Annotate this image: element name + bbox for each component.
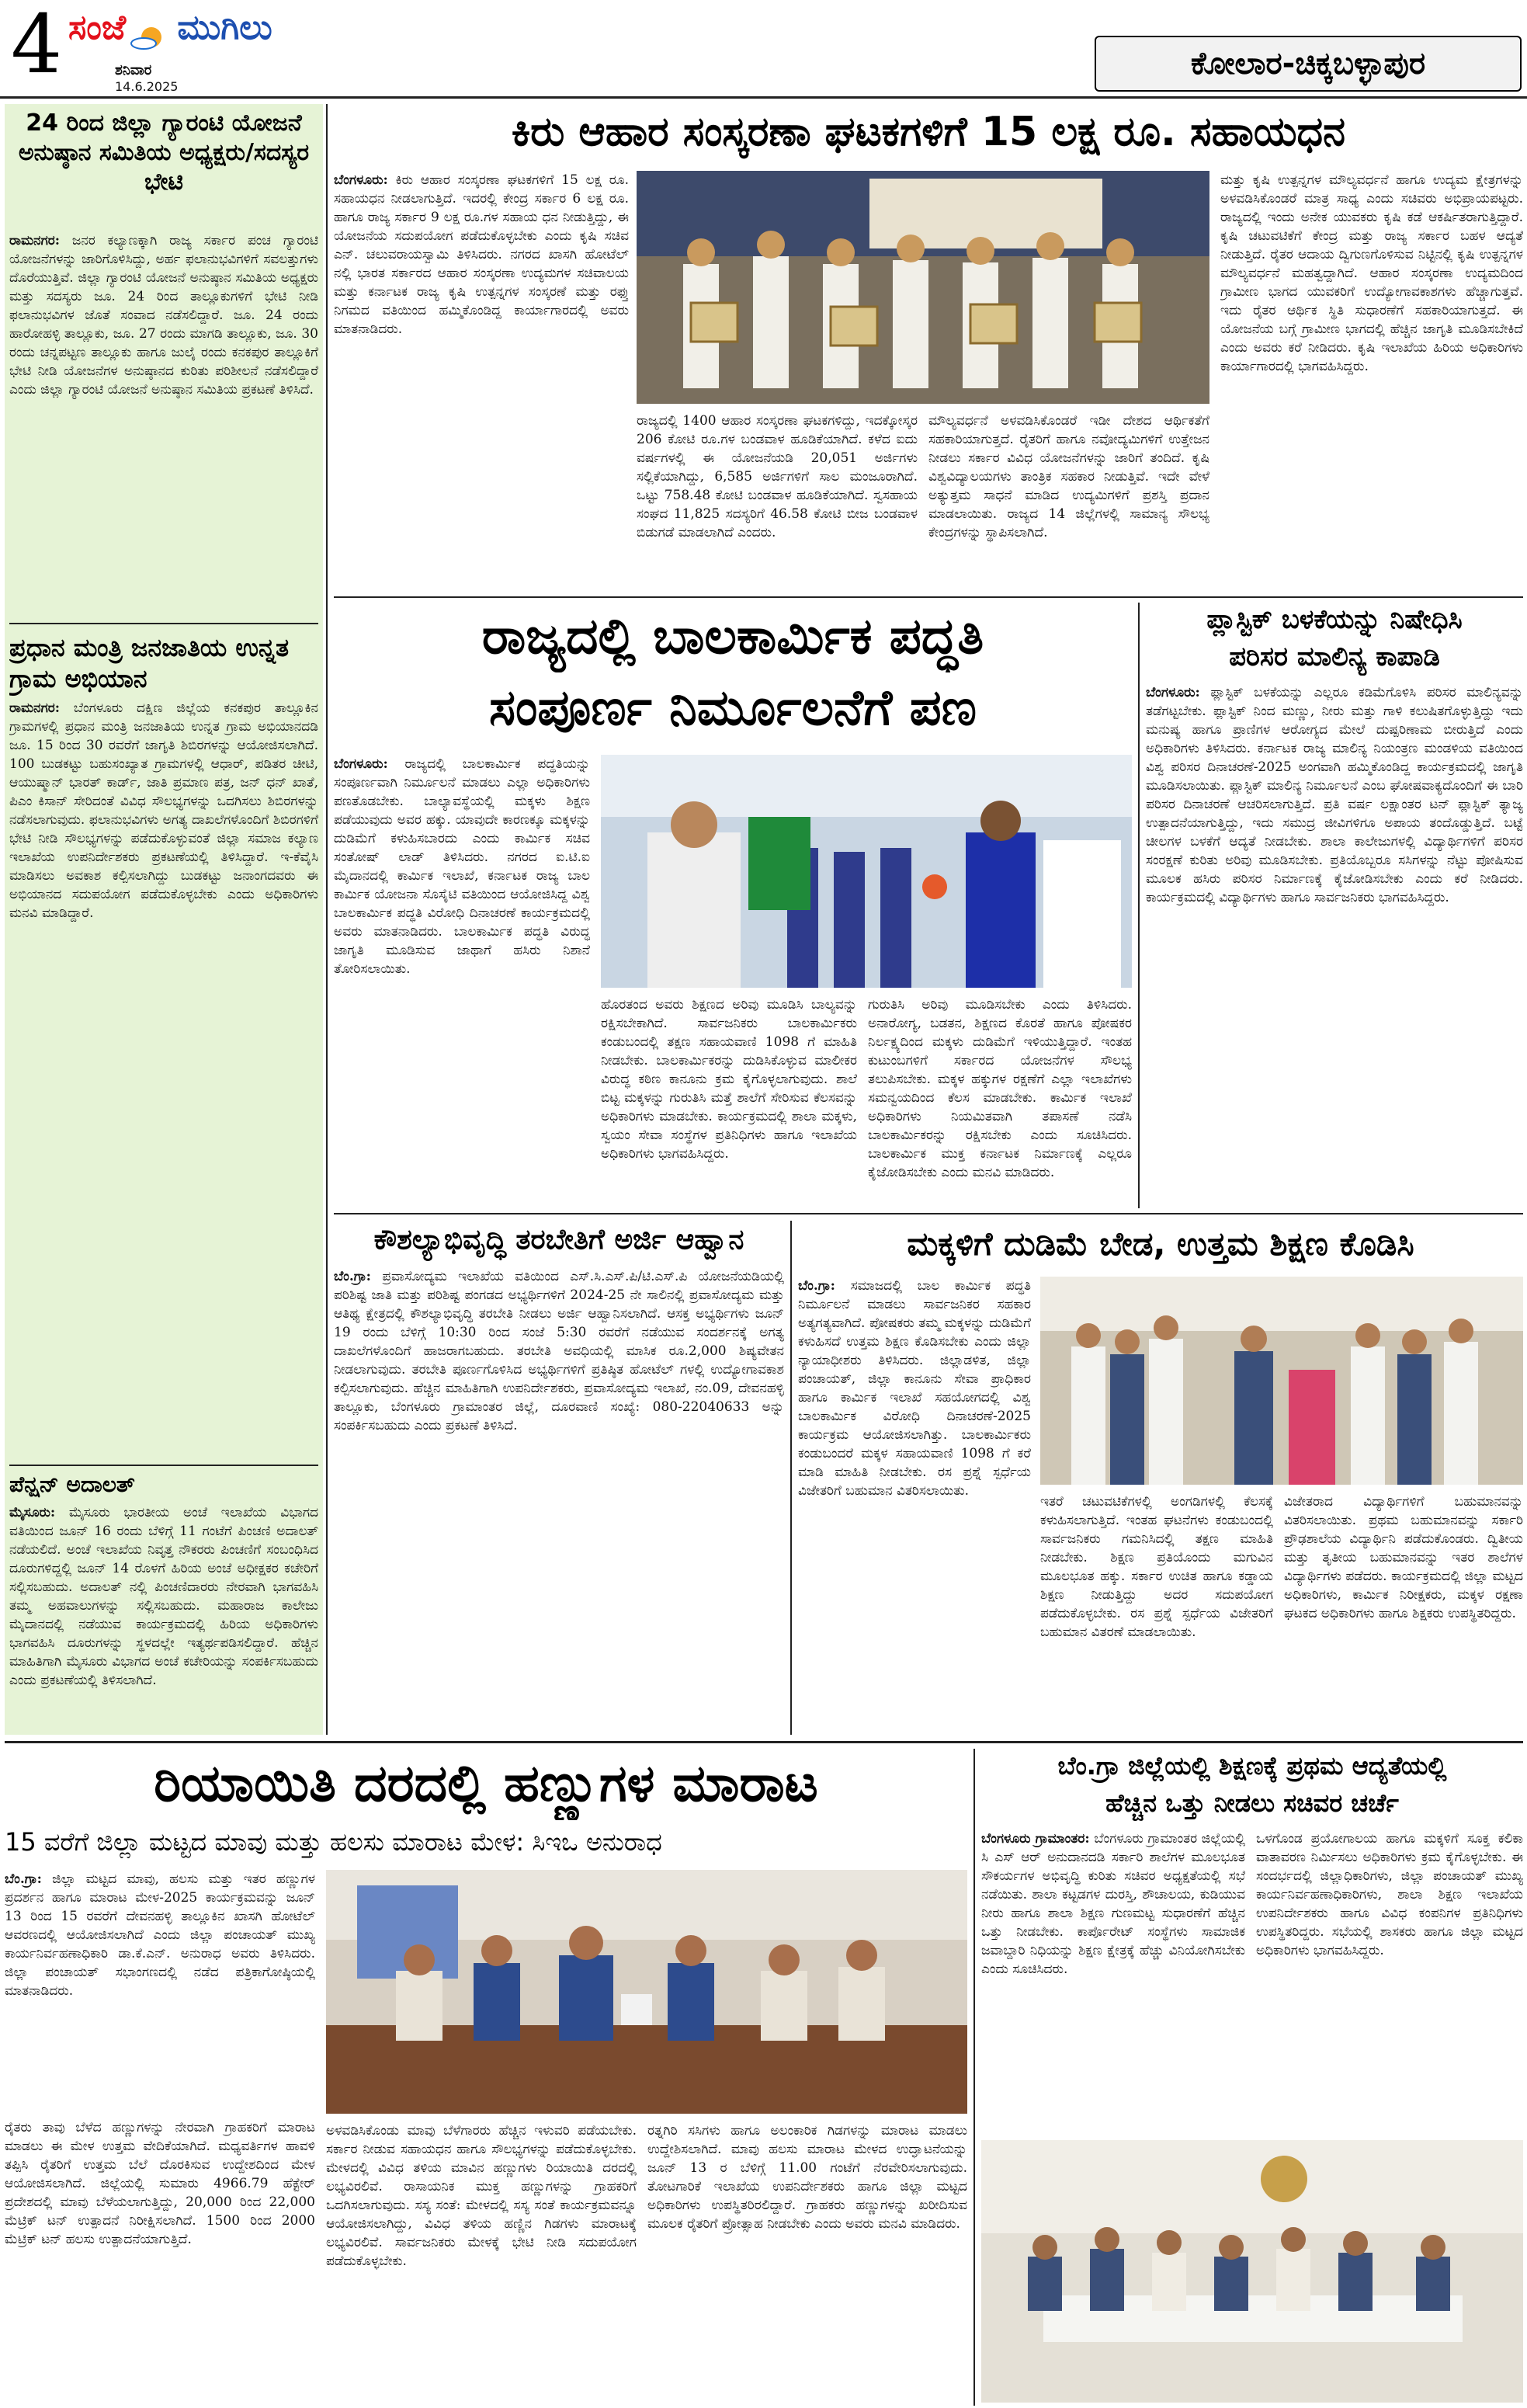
article-col-1 [5, 2118, 315, 2403]
body-text: ಜನರ ಕಲ್ಯಾಣಕ್ಕಾಗಿ ರಾಜ್ಯ ಸರ್ಕಾರ ಪಂಚ ಗ್ಯಾರಂಟಿ ಯೋಜನೆಗಳನ್ನು ಜಾರಿಗೊಳಿಸಿದ್ದು, ಅರ್ಹ ಫಲಾನುಭವಿಗಳಿಗೆ ಸವಲತ್ತುಗಳು ದೊರೆಯುತ್ತಿವೆ. ಜಿಲ್ಲಾ ಗ್ಯಾರಂಟಿ ಯೋಜನೆ ಅನುಷ್ಠಾನ ಸಮಿತಿಯ ಅಧ್ಯಕ್ಷರು ಮತ್ತು ಸದಸ್ಯರು ಜೂ. 24 ರಿಂದ ತಾಲ್ಲೂಕುಗಳಿಗೆ ಭೇಟಿ ನೀಡಿ ಫಲಾನುಭವಿಗಳ ಜೊತೆ ಸಂವಾದ ನಡೆಸಲಿದ್ದಾರೆ. ಜೂ. 24 ರಂದು ಹಾರೋಹಳ್ಳಿ ತಾಲ್ಲೂಕು, ಜೂ. 27 ರಂದು ಮಾಗಡಿ ತಾಲ್ಲೂಕು, ಜೂ. 30 ರಂದು ಚನ್ನಪಟ್ಟಣ ತಾಲ್ಲೂಕು ಹಾಗೂ ಜುಲೈ ರಂದು ಕನಕಪುರ ತಾಲ್ಲೂಕಿಗೆ ಭೇಟಿ ನೀಡಿ ಯೋಜನೆಗಳ ಅನುಷ್ಠಾನದ ಕುರಿತು ಪರಿಶೀಲನೆ ನಡೆಸಲಿದ್ದಾರೆ ಎಂದು ಜಿಲ್ಲಾ ಗ್ಯಾರಂಟಿ ಯೋಜನೆ ಅನುಷ್ಠಾನ ಸಮಿತಿಯ ಪ್ರಕಟಣೆ ತಿಳಿಸಿದೆ. [9, 233, 318, 398]
divider [973, 1749, 975, 2406]
left-article-2 [9, 632, 318, 1444]
body-text: ಅಳವಡಿಸಿಕೊಂಡು ಮಾವು ಬೆಳೆಗಾರರು ಹೆಚ್ಚಿನ ಇಳುವರಿ ಪಡೆಯಬೇಕು. ಸರ್ಕಾರ ನೀಡುವ ಸಹಾಯಧನ ಹಾಗೂ ಸೌಲಭ್ಯಗಳನ್ನು ಪಡೆದುಕೊಳ್ಳಬೇಕು. ಮೇಳದಲ್ಲಿ ವಿವಿಧ ತಳಿಯ ಮಾವಿನ ಹಣ್ಣುಗಳು ರಿಯಾಯಿತಿ ದರದಲ್ಲಿ ಲಭ್ಯವಿರಲಿವೆ. ರಾಸಾಯನಿಕ ಮುಕ್ತ ಹಣ್ಣುಗಳನ್ನು ಗ್ರಾಹಕರಿಗೆ ಒದಗಿಸಲಾಗುವುದು. ಸಸ್ಯ ಸಂತೆ: ಮೇಳದಲ್ಲಿ ಸಸ್ಯ ಸಂತೆ ಕಾರ್ಯಕ್ರಮವನ್ನೂ ಆಯೋಜಿಸಲಾಗಿದ್ದು, ವಿವಿಧ ತಳಿಯ ಹಣ್ಣಿನ ಗಿಡಗಳು ಮಾರಾಟಕ್ಕೆ ಲಭ್ಯವಿರಲಿವೆ. ಸಾರ್ವಜನಿಕರು ಮೇಳಕ್ಕೆ ಭೇಟಿ ನೀಡಿ ಸದುಪಯೋಗ ಪಡೆದುಕೊಳ್ಳಬೇಕು. [326, 2123, 637, 2269]
article-col-3 [1284, 1492, 1523, 1733]
press-meet-photo [326, 1870, 967, 2114]
article-intro [5, 1870, 315, 2111]
body-text: ಮೈಸೂರು ಭಾರತೀಯ ಅಂಚೆ ಇಲಾಖೆಯ ವಿಭಾಗದ ವತಿಯಿಂದ ಜೂನ್ 16 ರಂದು ಬೆಳಿಗ್ಗೆ 11 ಗಂಟೆಗೆ ಪಿಂಚಣಿ ಅದಾಲತ್ ನಡೆಯಲಿದೆ. ಅಂಚೆ ಇಲಾಖೆಯ ನಿವೃತ್ತ ನೌಕರರು ಪಿಂಚಣಿಗೆ ಸಂಬಂಧಿಸಿದ ದೂರುಗಳಿದ್ದಲ್ಲಿ ಜೂನ್ 14 ರೊಳಗೆ ಹಿರಿಯ ಅಂಚೆ ಅಧೀಕ್ಷಕರ ಕಚೇರಿಗೆ ಸಲ್ಲಿಸಬಹುದು. ಅದಾಲತ್ ನಲ್ಲಿ ಪಿಂಚಣಿದಾರರು ನೇರವಾಗಿ ಭಾಗವಹಿಸಿ ತಮ್ಮ ಅಹವಾಲುಗಳನ್ನು ಸಲ್ಲಿಸಬಹುದು. ಮಹಾರಾಜ ಕಾಲೇಜು ಮೈದಾನದಲ್ಲಿ ನಡೆಯುವ ಕಾರ್ಯಕ್ರಮದಲ್ಲಿ ಹಿರಿಯ ಅಧಿಕಾರಿಗಳು ಭಾಗವಹಿಸಿ ದೂರುಗಳನ್ನು ಸ್ಥಳದಲ್ಲೇ ಇತ್ಯರ್ಥಪಡಿಸಲಿದ್ದಾರೆ. ಹೆಚ್ಚಿನ ಮಾಹಿತಿಗಾಗಿ ಮೈಸೂರು ವಿಭಾಗದ ಅಂಚೆ ಕಚೇರಿಯನ್ನು ಸಂಪರ್ಕಿಸಬಹುದು ಎಂದು ಪ್ರಕಟಣೆಯಲ್ಲಿ ತಿಳಿಸಲಾಗಿದೆ. [9, 1505, 318, 1688]
article-plastic [1146, 603, 1523, 1208]
body-text: ರಾಜ್ಯದಲ್ಲಿ 1400 ಆಹಾರ ಸಂಸ್ಕರಣಾ ಘಟಕಗಳಿದ್ದು, ಇದಕ್ಕೋಸ್ಕರ 206 ಕೋಟಿ ರೂ.ಗಳ ಬಂಡವಾಳ ಹೂಡಿಕೆಯಾಗಿದೆ. ಕಳೆದ ಐದು ವರ್ಷಗಳಲ್ಲಿ ಈ ಯೋಜನೆಯಡಿ 20,051 ಅರ್ಜಿಗಳು ಸಲ್ಲಿಕೆಯಾಗಿದ್ದು, 6,585 ಅರ್ಜಿಗಳಿಗೆ ಸಾಲ ಮಂಜೂರಾಗಿದೆ. ಒಟ್ಟು 758.48 ಕೋಟಿ ಬಂಡವಾಳ ಹೂಡಿಕೆಯಾಗಿದೆ. ಸ್ವಸಹಾಯ ಸಂಘದ 11,825 ಸದಸ್ಯರಿಗೆ 46.58 ಕೋಟಿ ಬೀಜ ಬಂಡವಾಳ ಬಿಡುಗಡೆ ಮಾಡಲಾಗಿದೆ ಎಂದರು. [637, 413, 918, 540]
headline-line-1: ರಾಜ್ಯದಲ್ಲಿ ಬಾಲಕಾರ್ಮಿಕ ಪದ್ಧತಿ [481, 608, 984, 665]
masthead-rule [0, 96, 1527, 99]
dateline: ಬೆಂಗಳೂರು: [334, 756, 388, 772]
section-title: ಕೋಲಾರ-ಚಿಕ್ಕಬಳ್ಳಾಪುರ [1190, 46, 1426, 82]
body-text: ಬೆಂಗಳೂರು ದಕ್ಷಿಣ ಜಿಲ್ಲೆಯ ಕನಕಪುರ ತಾಲ್ಲೂಕಿನ ಗ್ರಾಮಗಳಲ್ಲಿ ಪ್ರಧಾನ ಮಂತ್ರಿ ಜನಜಾತಿಯ ಉನ್ನತ ಗ್ರಾಮ ಅಭಿಯಾನದಡಿ ಜೂ. 15 ರಿಂದ 30 ರವರೆಗೆ ಜಾಗೃತಿ ಶಿಬಿರಗಳನ್ನು ಆಯೋಜಿಸಲಾಗಿದೆ. 100 ಬುಡಕಟ್ಟು ಬಹುಸಂಖ್ಯಾತ ಗ್ರಾಮಗಳಲ್ಲಿ ಆಧಾರ್, ಪಡಿತರ ಚೀಟಿ, ಆಯುಷ್ಮಾನ್ ಭಾರತ್ ಕಾರ್ಡ್, ಜಾತಿ ಪ್ರಮಾಣ ಪತ್ರ, ಜನ್ ಧನ್ ಖಾತೆ, ಪಿಎಂ ಕಿಸಾನ್ ಸೇರಿದಂತೆ ವಿವಿಧ ಸೌಲಭ್ಯಗಳನ್ನು ಒದಗಿಸಲು ಶಿಬಿರಗಳನ್ನು ನಡೆಸಲಾಗುವುದು. ಫಲಾನುಭವಿಗಳು ಅಗತ್ಯ ದಾಖಲೆಗಳೊಂದಿಗೆ ಶಿಬಿರಗಳಿಗೆ ಭೇಟಿ ನೀಡಿ ಸೌಲಭ್ಯಗಳನ್ನು ಪಡೆದುಕೊಳ್ಳುವಂತೆ ಜಿಲ್ಲಾ ಸಮಾಜ ಕಲ್ಯಾಣ ಇಲಾಖೆಯ ಉಪನಿರ್ದೇಶಕರು ಪ್ರಕಟಣೆಯಲ್ಲಿ ತಿಳಿಸಿದ್ದಾರೆ. ಇ-ಕೆವೈಸಿ ಮಾಡಿಸಲು ಅವಕಾಶ ಕಲ್ಪಿಸಲಾಗಿದ್ದು ಬುಡಕಟ್ಟು ಜನಾಂಗದವರು ಈ ಅಭಿಯಾನದ ಸದುಪಯೋಗ ಪಡೆದುಕೊಳ್ಳಬೇಕು ಎಂದು ಅಧಿಕಾರಿಗಳು ಮನವಿ ಮಾಡಿದ್ದಾರೆ. [9, 700, 318, 921]
article-col-1 [981, 1829, 1245, 2132]
article-body [9, 1503, 318, 1729]
article-food-processing [334, 104, 1523, 593]
dateline: ಮೈಸೂರು: [9, 1505, 56, 1520]
left-column-rule [326, 104, 328, 1735]
body-text: ಹೊರತಂದ ಅವರು ಶಿಕ್ಷಣದ ಅರಿವು ಮೂಡಿಸಿ ಬಾಲ್ಯವನ್ನು ರಕ್ಷಿಸಬೇಕಾಗಿದೆ. ಸಾರ್ವಜನಿಕರು ಬಾಲಕಾರ್ಮಿಕರು ಕಂಡುಬಂದಲ್ಲಿ ತಕ್ಷಣ ಸಹಾಯವಾಣಿ 1098 ಗೆ ಮಾಹಿತಿ ನೀಡಬೇಕು. ಬಾಲಕಾರ್ಮಿಕರನ್ನು ದುಡಿಸಿಕೊಳ್ಳುವ ಮಾಲೀಕರ ವಿರುದ್ಧ ಕಠಿಣ ಕಾನೂನು ಕ್ರಮ ಕೈಗೊಳ್ಳಲಾಗುವುದು. ಶಾಲೆ ಬಿಟ್ಟ ಮಕ್ಕಳನ್ನು ಗುರುತಿಸಿ ಮತ್ತೆ ಶಾಲೆಗೆ ಸೇರಿಸುವ ಕೆಲಸವನ್ನು ಅಧಿಕಾರಿಗಳು ಮಾಡಬೇಕು. ಕಾರ್ಯಕ್ರಮದಲ್ಲಿ ಶಾಲಾ ಮಕ್ಕಳು, ಸ್ವಯಂ ಸೇವಾ ಸಂಸ್ಥೆಗಳ ಪ್ರತಿನಿಧಿಗಳು ಹಾಗೂ ಇಲಾಖೆಯ ಅಧಿಕಾರಿಗಳು ಭಾಗವಹಿಸಿದ್ದರು. [601, 997, 857, 1162]
headline: 24 ರಿಂದ ಜಿಲ್ಲಾ ಗ್ಯಾರಂಟಿ ಯೋಜನೆ ಅನುಷ್ಠಾನ ಸಮಿತಿಯ ಅಧ್ಯಕ್ಷರು/ಸದಸ್ಯರ ಭೇಟಿ [18, 109, 310, 196]
dateline: ಬೆಂಗಳೂರು: [1146, 685, 1200, 700]
article-col-1 [334, 171, 629, 590]
article-col-3 [928, 412, 1209, 590]
headline: ಕೌಶಲ್ಯಾಭಿವೃದ್ಧಿ ತರಬೇತಿಗೆ ಅರ್ಜಿ ಆಹ್ವಾನ [373, 1224, 744, 1256]
left-column [5, 104, 323, 1735]
dateline: ಬೆಂಗಳೂರು ಗ್ರಾಮಾಂತರ: [981, 1831, 1090, 1847]
article-skill-training [334, 1221, 784, 1735]
brand-part2: ಮುಗಿಲು [177, 8, 272, 47]
divider [1138, 603, 1140, 1208]
article-col-2 [326, 2121, 637, 2403]
subheadline: 15 ವರೆಗೆ ಜಿಲ್ಲಾ ಮಟ್ಟದ ಮಾವು ಮತ್ತು ಹಲಸು ಮಾರಾಟ ಮೇಳ: ಸಿಇಒ ಅನುರಾಧ [5, 1827, 662, 1857]
article-body [9, 231, 318, 612]
body-text: ಮೌಲ್ಯವರ್ಧನೆ ಅಳವಡಿಸಿಕೊಂಡರೆ ಇಡೀ ದೇಶದ ಆರ್ಥಿಕತೆಗೆ ಸಹಕಾರಿಯಾಗುತ್ತದೆ. ರೈತರಿಗೆ ಹಾಗೂ ನವೋದ್ಯಮಿಗಳಿಗೆ ಉತ್ತೇಜನ ನೀಡಲು ಸರ್ಕಾರ ವಿವಿಧ ಯೋಜನೆಗಳನ್ನು ಜಾರಿಗೆ ತಂದಿದೆ. ಕೃಷಿ ವಿಶ್ವವಿದ್ಯಾಲಯಗಳು ತಾಂತ್ರಿಕ ಸಹಕಾರ ನೀಡುತ್ತಿವೆ. ಇದೇ ವೇಳೆ ಅತ್ಯುತ್ತಮ ಸಾಧನೆ ಮಾಡಿದ ಉದ್ಯಮಿಗಳಿಗೆ ಪ್ರಶಸ್ತಿ ಪ್ರದಾನ ಮಾಡಲಾಯಿತು. ರಾಜ್ಯದ 14 ಜಿಲ್ಲೆಗಳಲ್ಲಿ ಸಾಮಾನ್ಯ ಸೌಲಭ್ಯ ಕೇಂದ್ರಗಳನ್ನು ಸ್ಥಾಪಿಸಲಾಗಿದೆ. [928, 413, 1209, 540]
article-education [981, 1749, 1523, 2406]
article-col-2 [1256, 1829, 1523, 2132]
body-text: ಗುರುತಿಸಿ ಅರಿವು ಮೂಡಿಸಬೇಕು ಎಂದು ತಿಳಿಸಿದರು. ಅನಾರೋಗ್ಯ, ಬಡತನ, ಶಿಕ್ಷಣದ ಕೊರತೆ ಹಾಗೂ ಪೋಷಕರ ನಿರ್ಲಕ್ಷ್ಯದಿಂದ ಮಕ್ಕಳು ದುಡಿಮೆಗೆ ಇಳಿಯುತ್ತಿದ್ದಾರೆ. ಇಂತಹ ಕುಟುಂಬಗಳಿಗೆ ಸರ್ಕಾರದ ಯೋಜನೆಗಳ ಸೌಲಭ್ಯ ತಲುಪಿಸಬೇಕು. ಮಕ್ಕಳ ಹಕ್ಕುಗಳ ರಕ್ಷಣೆಗೆ ಎಲ್ಲಾ ಇಲಾಖೆಗಳು ಸಮನ್ವಯದಿಂದ ಕೆಲಸ ಮಾಡಬೇಕು. ಕಾರ್ಮಿಕ ಇಲಾಖೆ ಅಧಿಕಾರಿಗಳು ನಿಯಮಿತವಾಗಿ ತಪಾಸಣೆ ನಡೆಸಿ ಬಾಲಕಾರ್ಮಿಕರನ್ನು ರಕ್ಷಿಸಬೇಕು ಎಂದು ಸೂಚಿಸಿದರು. ಬಾಲಕಾರ್ಮಿಕ ಮುಕ್ತ ಕರ್ನಾಟಕ ನಿರ್ಮಾಣಕ್ಕೆ ಎಲ್ಲರೂ ಕೈಜೋಡಿಸಬೇಕು ಎಂದು ಮನವಿ ಮಾಡಿದರು. [868, 997, 1132, 1180]
article-children-education [798, 1221, 1523, 1735]
divider [334, 596, 1523, 598]
body-text: ಪ್ರವಾಸೋದ್ಯಮ ಇಲಾಖೆಯ ವತಿಯಿಂದ ಎಸ್.ಸಿ.ಎಸ್.ಪಿ/ಟಿ.ಎಸ್.ಪಿ ಯೋಜನೆಯಡಿಯಲ್ಲಿ ಪರಿಶಿಷ್ಟ ಜಾತಿ ಮತ್ತು ಪರಿಶಿಷ್ಟ ಪಂಗಡದ ಅಭ್ಯರ್ಥಿಗಳಿಗೆ 2024-25 ನೇ ಸಾಲಿನಲ್ಲಿ ಪ್ರವಾಸೋದ್ಯಮ ಮತ್ತು ಆತಿಥ್ಯ ಕ್ಷೇತ್ರದಲ್ಲಿ ಕೌಶಲ್ಯಾಭಿವೃದ್ಧಿ ತರಬೇತಿ ನೀಡಲು ಅರ್ಜಿ ಆಹ್ವಾನಿಸಲಾಗಿದೆ. ಆಸಕ್ತ ಅಭ್ಯರ್ಥಿಗಳು ಜೂನ್ 19 ರಂದು ಬೆಳಿಗ್ಗೆ 10:30 ರಿಂದ ಸಂಜೆ 5:30 ರವರೆಗೆ ನಡೆಯುವ ಸಂದರ್ಶನಕ್ಕೆ ಅಗತ್ಯ ದಾಖಲೆಗಳೊಂದಿಗೆ ಹಾಜರಾಗಬಹುದು. ತರಬೇತಿ ಅವಧಿಯಲ್ಲಿ ಮಾಸಿಕ ರೂ.2,000 ಶಿಷ್ಯವೇತನ ನೀಡಲಾಗುವುದು. ತರಬೇತಿ ಪೂರ್ಣಗೊಳಿಸಿದ ಅಭ್ಯರ್ಥಿಗಳಿಗೆ ಪ್ರತಿಷ್ಠಿತ ಹೋಟೆಲ್ ಗಳಲ್ಲಿ ಉದ್ಯೋಗಾವಕಾಶ ಕಲ್ಪಿಸಲಾಗುವುದು. ಹೆಚ್ಚಿನ ಮಾಹಿತಿಗಾಗಿ ಉಪನಿರ್ದೇಶಕರು, ಪ್ರವಾಸೋದ್ಯಮ ಇಲಾಖೆ, ನಂ.09, ದೇವನಹಳ್ಳಿ ತಾಲ್ಲೂಕು, ಬೆಂಗಳೂರು ಗ್ರಾಮಾಂತರ ಜಿಲ್ಲೆ, ದೂರವಾಣಿ ಸಂಖ್ಯೆ: 080-22040633 ಅನ್ನು ಸಂಪರ್ಕಿಸಬಹುದು ಎಂದು ಪ್ರಕಟಣೆ ತಿಳಿಸಿದೆ. [334, 1269, 784, 1433]
issue-date: 14.6.2025 [115, 79, 179, 94]
body-text: ಮತ್ತು ಕೃಷಿ ಉತ್ಪನ್ನಗಳ ಮೌಲ್ಯವರ್ಧನೆ ಹಾಗೂ ಉದ್ಯಮ ಕ್ಷೇತ್ರಗಳನ್ನು ಅಳವಡಿಸಿಕೊಂಡರೆ ಮಾತ್ರ ಸಾಧ್ಯ ಎಂದು ಸಚಿವರು ಅಭಿಪ್ರಾಯಪಟ್ಟರು. ರಾಜ್ಯದಲ್ಲಿ ಇಂದು ಅನೇಕ ಯುವಕರು ಕೃಷಿ ಕಡೆ ಆಕರ್ಷಿತರಾಗುತ್ತಿದ್ದಾರೆ. ಕೃಷಿ ಚಟುವಟಿಕೆಗೆ ಕೇಂದ್ರ ಮತ್ತು ರಾಜ್ಯ ಸರ್ಕಾರ ಬಹಳ ಆದ್ಯತೆ ನೀಡುತ್ತಿದೆ. ರೈತರ ಆದಾಯ ದ್ವಿಗುಣಗೊಳಿಸುವ ನಿಟ್ಟಿನಲ್ಲಿ ಕೃಷಿ ಉತ್ಪನ್ನಗಳ ಮೌಲ್ಯವರ್ಧನೆ ಮಹತ್ವದ್ದಾಗಿದೆ. ಆಹಾರ ಸಂಸ್ಕರಣಾ ಉದ್ಯಮದಿಂದ ಗ್ರಾಮೀಣ ಭಾಗದ ಯುವಕರಿಗೆ ಉದ್ಯೋಗಾವಕಾಶಗಳು ಹೆಚ್ಚಾಗುತ್ತವೆ. ಇದು ರೈತರ ಆರ್ಥಿಕ ಸ್ಥಿತಿ ಸುಧಾರಣೆಗೆ ಸಹಕಾರಿಯಾಗುತ್ತದೆ. ಈ ಯೋಜನೆಯ ಬಗ್ಗೆ ಗ್ರಾಮೀಣ ಭಾಗದಲ್ಲಿ ಹೆಚ್ಚಿನ ಜಾಗೃತಿ ಮೂಡಿಸಬೇಕಿದೆ ಎಂದು ಅವರು ಕರೆ ನೀಡಿದರು. ಕೃಷಿ ಇಲಾಖೆಯ ಹಿರಿಯ ಅಧಿಕಾರಿಗಳು ಕಾರ್ಯಾಗಾರದಲ್ಲಿ ಭಾಗವಹಿಸಿದ್ದರು. [1220, 172, 1523, 374]
article-col-1 [334, 755, 590, 1205]
headline-line-2: ಹೆಚ್ಚಿನ ಒತ್ತು ನೀಡಲು ಸಚಿವರ ಚರ್ಚೆ [1105, 1788, 1399, 1818]
headline: ರಿಯಾಯಿತಿ ದರದಲ್ಲಿ ಹಣ್ಣುಗಳ ಮಾರಾಟ [154, 1753, 818, 1813]
flag-off-photo [601, 755, 1132, 988]
headline-line-1: ಪ್ಲಾಸ್ಟಿಕ್ ಬಳಕೆಯನ್ನು ನಿಷೇಧಿಸಿ [1206, 604, 1463, 635]
article-col-3 [647, 2121, 967, 2403]
headline: ಪ್ರಧಾನ ಮಂತ್ರಿ ಜನಜಾತಿಯ ಉನ್ನತ ಗ್ರಾಮ ಅಭಿಯಾನ [9, 633, 290, 693]
dateline: ಬೆಂ.ಗ್ರಾ: [334, 1269, 371, 1284]
article-child-labour [334, 603, 1132, 1208]
sun-cloud-icon [130, 20, 173, 51]
body-text: ರತ್ನಗಿರಿ ಸಸಿಗಳು ಹಾಗೂ ಅಲಂಕಾರಿಕ ಗಿಡಗಳನ್ನು ಮಾರಾಟ ಮಾಡಲು ಉದ್ದೇಶಿಸಲಾಗಿದೆ. ಮಾವು ಹಲಸು ಮಾರಾಟ ಮೇಳದ ಉದ್ಘಾಟನೆಯನ್ನು ಜೂನ್ 13 ರ ಬೆಳಿಗ್ಗೆ 11.00 ಗಂಟೆಗೆ ನೆರವೇರಿಸಲಾಗುವುದು. ತೋಟಗಾರಿಕೆ ಇಲಾಖೆಯ ಉಪನಿರ್ದೇಶಕರು ಹಾಗೂ ಜಿಲ್ಲಾ ಮಟ್ಟದ ಅಧಿಕಾರಿಗಳು ಉಪಸ್ಥಿತರಿರಲಿದ್ದಾರೆ. ಗ್ರಾಹಕರು ಹಣ್ಣುಗಳನ್ನು ಖರೀದಿಸುವ ಮೂಲಕ ರೈತರಿಗೆ ಪ್ರೋತ್ಸಾಹ ನೀಡಬೇಕು ಎಂದು ಅವರು ಮನವಿ ಮಾಡಿದರು. [647, 2123, 967, 2232]
article-fruit-sale [5, 1749, 967, 2406]
body-text: ರೈತರು ತಾವು ಬೆಳೆದ ಹಣ್ಣುಗಳನ್ನು ನೇರವಾಗಿ ಗ್ರಾಹಕರಿಗೆ ಮಾರಾಟ ಮಾಡಲು ಈ ಮೇಳ ಉತ್ತಮ ವೇದಿಕೆಯಾಗಿದೆ. ಮಧ್ಯವರ್ತಿಗಳ ಹಾವಳಿ ತಪ್ಪಿಸಿ ರೈತರಿಗೆ ಉತ್ತಮ ಬೆಲೆ ದೊರಕಿಸುವ ಉದ್ದೇಶದಿಂದ ಮೇಳ ಆಯೋಜಿಸಲಾಗಿದೆ. ಜಿಲ್ಲೆಯಲ್ಲಿ ಸುಮಾರು 4966.79 ಹೆಕ್ಟೇರ್ ಪ್ರದೇಶದಲ್ಲಿ ಮಾವು ಬೆಳೆಯಲಾಗುತ್ತಿದ್ದು, 20,000 ರಿಂದ 22,000 ಮೆಟ್ರಿಕ್ ಟನ್ ಉತ್ಪಾದನೆ ನಿರೀಕ್ಷಿಸಲಾಗಿದೆ. 1500 ರಿಂದ 2000 ಮೆಟ್ರಿಕ್ ಟನ್ ಹಲಸು ಉತ್ಪಾದನೆಯಾಗುತ್ತಿದೆ. [5, 2120, 315, 2247]
dateline: ಬೆಂ.ಗ್ರಾ: [5, 1871, 42, 1887]
issue-day: ಶನಿವಾರ [115, 62, 152, 78]
headline-line-1: ಬೆಂ.ಗ್ರಾ ಜಿಲ್ಲೆಯಲ್ಲಿ ಶಿಕ್ಷಣಕ್ಕೆ ಪ್ರಥಮ ಆದ್ಯತೆಯಲ್ಲಿ [1057, 1751, 1447, 1781]
headline-line-2: ಪರಿಸರ ಮಾಲಿನ್ಯ ಕಾಪಾಡಿ [1229, 641, 1440, 672]
dateline: ರಾಮನಗರ: [9, 700, 61, 716]
article-body [334, 1267, 784, 1733]
article-col-4 [1220, 171, 1523, 590]
dateline: ರಾಮನಗರ: [9, 233, 61, 248]
headline: ಪೆನ್ಷನ್ ಅದಾಲತ್ [9, 1472, 135, 1497]
body-text: ಇತರೆ ಚಟುವಟಿಕೆಗಳಲ್ಲಿ ಅಂಗಡಿಗಳಲ್ಲಿ ಕೆಲಸಕ್ಕೆ ಕಳುಹಿಸಲಾಗುತ್ತಿದೆ. ಇಂತಹ ಘಟನೆಗಳು ಕಂಡುಬಂದಲ್ಲಿ ಸಾರ್ವಜನಿಕರು ಗಮನಿಸಿದಲ್ಲಿ ತಕ್ಷಣ ಮಾಹಿತಿ ನೀಡಬೇಕು. ಶಿಕ್ಷಣ ಪ್ರತಿಯೊಂದು ಮಗುವಿನ ಮೂಲಭೂತ ಹಕ್ಕು. ಸರ್ಕಾರ ಉಚಿತ ಹಾಗೂ ಕಡ್ಡಾಯ ಶಿಕ್ಷಣ ನೀಡುತ್ತಿದ್ದು ಅದರ ಸದುಪಯೋಗ ಪಡೆದುಕೊಳ್ಳಬೇಕು. ರಸ ಪ್ರಶ್ನೆ ಸ್ಪರ್ಧೆಯ ವಿಜೇತರಿಗೆ ಬಹುಮಾನ ವಿತರಣೆ ಮಾಡಲಾಯಿತು. [1040, 1494, 1273, 1640]
headline: ಮಕ್ಕಳಿಗೆ ದುಡಿಮೆ ಬೇಡ, ಉತ್ತಮ ಶಿಕ್ಷಣ ಕೊಡಿಸಿ [907, 1225, 1414, 1263]
headline-line-2: ಸಂಪೂರ್ಣ ನಿರ್ಮೂಲನೆಗೆ ಪಣ [489, 679, 977, 737]
body-text: ಬೆಂಗಳೂರು ಗ್ರಾಮಾಂತರ ಜಿಲ್ಲೆಯಲ್ಲಿ ಸಿ ಎಸ್ ಆರ್ ಅನುದಾನದಡಿ ಸರ್ಕಾರಿ ಶಾಲೆಗಳ ಮೂಲಭೂತ ಸೌಕರ್ಯಗಳ ಅಭಿವೃದ್ಧಿ ಕುರಿತು ಸಚಿವರ ಅಧ್ಯಕ್ಷತೆಯಲ್ಲಿ ಸಭೆ ನಡೆಯಿತು. ಶಾಲಾ ಕಟ್ಟಡಗಳ ದುರಸ್ತಿ, ಶೌಚಾಲಯ, ಕುಡಿಯುವ ನೀರು ಹಾಗೂ ಶಾಲಾ ಶಿಕ್ಷಣ ಗುಣಮಟ್ಟ ಸುಧಾರಣೆಗೆ ಹೆಚ್ಚಿನ ಒತ್ತು ನೀಡಬೇಕು. ಕಾರ್ಪೊರೇಟ್ ಸಂಸ್ಥೆಗಳು ಸಾಮಾಜಿಕ ಜವಾಬ್ದಾರಿ ನಿಧಿಯನ್ನು ಶಿಕ್ಷಣ ಕ್ಷೇತ್ರಕ್ಕೆ ಹೆಚ್ಚು ವಿನಿಯೋಗಿಸಬೇಕು ಎಂದು ಸೂಚಿಸಿದರು. [981, 1831, 1245, 1977]
left-article-1 [9, 109, 318, 612]
article-col-2 [601, 996, 857, 1205]
article-col-2 [1040, 1492, 1273, 1733]
section-banner [1095, 36, 1522, 92]
award-ceremony-photo [637, 171, 1209, 404]
dateline: ಬೆಂ.ಗ್ರಾ: [798, 1278, 835, 1294]
article-col-1 [798, 1277, 1031, 1733]
divider [9, 623, 318, 624]
brand-part1: ಸಂಜೆ [68, 8, 127, 47]
divider [790, 1221, 792, 1735]
left-article-3 [9, 1471, 318, 1729]
body-text: ಒಳಗೊಂಡ ಪ್ರಯೋಗಾಲಯ ಹಾಗೂ ಮಕ್ಕಳಿಗೆ ಸೂಕ್ತ ಕಲಿಕಾ ವಾತಾವರಣ ನಿರ್ಮಿಸಲು ಅಧಿಕಾರಿಗಳು ಕ್ರಮ ಕೈಗೊಳ್ಳಬೇಕು. ಈ ಸಂದರ್ಭದಲ್ಲಿ ಜಿಲ್ಲಾಧಿಕಾರಿಗಳು, ಜಿಲ್ಲಾ ಪಂಚಾಯತ್ ಮುಖ್ಯ ಕಾರ್ಯನಿರ್ವಹಣಾಧಿಕಾರಿಗಳು, ಶಾಲಾ ಶಿಕ್ಷಣ ಇಲಾಖೆಯ ಉಪನಿರ್ದೇಶಕರು ಹಾಗೂ ವಿವಿಧ ಕಂಪನಿಗಳ ಪ್ರತಿನಿಧಿಗಳು ಉಪಸ್ಥಿತರಿದ್ದರು. ಸಭೆಯಲ್ಲಿ ಶಾಸಕರು ಹಾಗೂ ಜಿಲ್ಲಾ ಮಟ್ಟದ ಅಧಿಕಾರಿಗಳು ಭಾಗವಹಿಸಿದ್ದರು. [1256, 1831, 1523, 1958]
brand-logo [68, 8, 324, 56]
headline: ಕಿರು ಆಹಾರ ಸಂಸ್ಕರಣಾ ಘಟಕಗಳಿಗೆ 15 ಲಕ್ಷ ರೂ. ಸಹಾಯಧನ [511, 109, 1346, 155]
article-body [1146, 683, 1523, 1205]
page-number: 4 [11, 0, 63, 92]
article-body [9, 699, 318, 1444]
article-col-2 [637, 412, 918, 590]
divider [9, 1465, 318, 1466]
divider [334, 1213, 1523, 1214]
article-col-3 [868, 996, 1132, 1205]
body-text: ಜಿಲ್ಲಾ ಮಟ್ಟದ ಮಾವು, ಹಲಸು ಮತ್ತು ಇತರ ಹಣ್ಣುಗಳ ಪ್ರದರ್ಶನ ಹಾಗೂ ಮಾರಾಟ ಮೇಳ-2025 ಕಾರ್ಯಕ್ರಮವನ್ನು ಜೂನ್ 13 ರಿಂದ 15 ರವರೆಗೆ ದೇವನಹಳ್ಳಿ ತಾಲ್ಲೂಕಿನ ಖಾಸಗಿ ಹೋಟೆಲ್ ಆವರಣದಲ್ಲಿ ಆಯೋಜಿಸಲಾಗಿದೆ ಎಂದು ಜಿಲ್ಲಾ ಪಂಚಾಯತ್ ಮುಖ್ಯ ಕಾರ್ಯನಿರ್ವಹಣಾಧಿಕಾರಿ ಡಾ.ಕೆ.ಎನ್. ಅನುರಾಧ ಅವರು ತಿಳಿಸಿದರು. ಜಿಲ್ಲಾ ಪಂಚಾಯತ್ ಸಭಾಂಗಣದಲ್ಲಿ ನಡೆದ ಪತ್ರಿಕಾಗೋಷ್ಠಿಯಲ್ಲಿ ಮಾತನಾಡಿದರು. [5, 1871, 315, 1999]
body-text: ರಾಜ್ಯದಲ್ಲಿ ಬಾಲಕಾರ್ಮಿಕ ಪದ್ಧತಿಯನ್ನು ಸಂಪೂರ್ಣವಾಗಿ ನಿರ್ಮೂಲನೆ ಮಾಡಲು ಎಲ್ಲಾ ಅಧಿಕಾರಿಗಳು ಪಣತೊಡಬೇಕು. ಬಾಲ್ಯಾವಸ್ಥೆಯಲ್ಲಿ ಮಕ್ಕಳು ಶಿಕ್ಷಣ ಪಡೆಯುವುದು ಅವರ ಹಕ್ಕು. ಯಾವುದೇ ಕಾರಣಕ್ಕೂ ಮಕ್ಕಳನ್ನು ದುಡಿಮೆಗೆ ಕಳುಹಿಸಬಾರದು ಎಂದು ಕಾರ್ಮಿಕ ಸಚಿವ ಸಂತೋಷ್ ಲಾಡ್ ತಿಳಿಸಿದರು. ನಗರದ ಐ.ಟಿ.ಐ ಮೈದಾನದಲ್ಲಿ ಕಾರ್ಮಿಕ ಇಲಾಖೆ, ಕರ್ನಾಟಕ ರಾಜ್ಯ ಬಾಲ ಕಾರ್ಮಿಕ ಯೋಜನಾ ಸೊಸೈಟಿ ವತಿಯಿಂದ ಆಯೋಜಿಸಿದ್ದ ವಿಶ್ವ ಬಾಲಕಾರ್ಮಿಕ ಪದ್ಧತಿ ವಿರೋಧಿ ದಿನಾಚರಣೆ ಕಾರ್ಯಕ್ರಮದಲ್ಲಿ ಅವರು ಮಾತನಾಡಿದರು. ಬಾಲಕಾರ್ಮಿಕ ಪದ್ಧತಿ ವಿರುದ್ಧ ಜಾಗೃತಿ ಮೂಡಿಸುವ ಜಾಥಾಗೆ ಹಸಿರು ನಿಶಾನೆ ತೋರಿಸಲಾಯಿತು. [334, 756, 590, 977]
dateline: ಬೆಂಗಳೂರು: [334, 172, 388, 188]
body-text: ವಿಜೇತರಾದ ವಿದ್ಯಾರ್ಥಿಗಳಿಗೆ ಬಹುಮಾನವನ್ನು ವಿತರಿಸಲಾಯಿತು. ಪ್ರಥಮ ಬಹುಮಾನವನ್ನು ಸರ್ಕಾರಿ ಪ್ರೌಢಶಾಲೆಯ ವಿದ್ಯಾರ್ಥಿನಿ ಪಡೆದುಕೊಂಡರು. ದ್ವಿತೀಯ ಮತ್ತು ತೃತೀಯ ಬಹುಮಾನವನ್ನು ಇತರ ಶಾಲೆಗಳ ವಿದ್ಯಾರ್ಥಿಗಳು ಪಡೆದರು. ಕಾರ್ಯಕ್ರಮದಲ್ಲಿ ಜಿಲ್ಲಾ ಮಟ್ಟದ ಅಧಿಕಾರಿಗಳು, ಕಾರ್ಮಿಕ ನಿರೀಕ್ಷಕರು, ಮಕ್ಕಳ ರಕ್ಷಣಾ ಘಟಕದ ಅಧಿಕಾರಿಗಳು ಹಾಗೂ ಶಿಕ್ಷಕರು ಉಪಸ್ಥಿತರಿದ್ದರು. [1284, 1494, 1523, 1621]
prize-distribution-photo [1040, 1277, 1523, 1485]
divider [5, 1741, 1523, 1743]
masthead [0, 0, 1527, 95]
meeting-photo [981, 2140, 1523, 2403]
body-text: ಕಿರು ಆಹಾರ ಸಂಸ್ಕರಣಾ ಘಟಕಗಳಿಗೆ 15 ಲಕ್ಷ ರೂ. ಸಹಾಯಧನ ನೀಡಲಾಗುತ್ತಿದೆ. ಇದರಲ್ಲಿ ಕೇಂದ್ರ ಸರ್ಕಾರ 6 ಲಕ್ಷ ರೂ. ಹಾಗೂ ರಾಜ್ಯ ಸರ್ಕಾರ 9 ಲಕ್ಷ ರೂ.ಗಳ ಸಹಾಯ ಧನ ನೀಡುತ್ತಿದ್ದು, ಈ ಯೋಜನೆಯ ಸದುಪಯೋಗ ಪಡೆದುಕೊಳ್ಳಬೇಕು ಎಂದು ಕೃಷಿ ಸಚಿವ ಎನ್. ಚಲುವರಾಯಸ್ವಾಮಿ ತಿಳಿಸಿದರು. ನಗರದ ಖಾಸಗಿ ಹೋಟೆಲ್ ನಲ್ಲಿ ಭಾರತ ಸರ್ಕಾರದ ಆಹಾರ ಸಂಸ್ಕರಣಾ ಉದ್ಯಮಗಳ ಸಚಿವಾಲಯ ಮತ್ತು ಕರ್ನಾಟಕ ರಾಜ್ಯ ಕೃಷಿ ಉತ್ಪನ್ನಗಳ ಸಂಸ್ಕರಣೆ ಮತ್ತು ರಫ್ತು ನಿಗಮದ ವತಿಯಿಂದ ಹಮ್ಮಿಕೊಂಡಿದ್ದ ಕಾರ್ಯಾಗಾರದಲ್ಲಿ ಅವರು ಮಾತನಾಡಿದರು. [334, 172, 629, 337]
body-text: ಪ್ಲಾಸ್ಟಿಕ್ ಬಳಕೆಯನ್ನು ಎಲ್ಲರೂ ಕಡಿಮೆಗೊಳಿಸಿ ಪರಿಸರ ಮಾಲಿನ್ಯವನ್ನು ತಡೆಗಟ್ಟಬೇಕು. ಪ್ಲಾಸ್ಟಿಕ್ ನಿಂದ ಮಣ್ಣು, ನೀರು ಮತ್ತು ಗಾಳಿ ಕಲುಷಿತಗೊಳ್ಳುತ್ತಿದ್ದು ಇದು ಮನುಷ್ಯ ಹಾಗೂ ಪ್ರಾಣಿಗಳ ಆರೋಗ್ಯದ ಮೇಲೆ ದುಷ್ಪರಿಣಾಮ ಬೀರುತ್ತಿದೆ ಎಂದು ಅಧಿಕಾರಿಗಳು ತಿಳಿಸಿದರು. ಕರ್ನಾಟಕ ರಾಜ್ಯ ಮಾಲಿನ್ಯ ನಿಯಂತ್ರಣ ಮಂಡಳಿಯ ವತಿಯಿಂದ ವಿಶ್ವ ಪರಿಸರ ದಿನಾಚರಣೆ-2025 ಅಂಗವಾಗಿ ಹಮ್ಮಿಕೊಂಡಿದ್ದ ಕಾರ್ಯಕ್ರಮದಲ್ಲಿ ಜಾಗೃತಿ ಮೂಡಿಸಲಾಯಿತು. ಪ್ಲಾಸ್ಟಿಕ್ ಮಾಲಿನ್ಯ ನಿರ್ಮೂಲನೆ ಎಂಬ ಘೋಷವಾಕ್ಯದೊಂದಿಗೆ ಈ ಬಾರಿ ಪರಿಸರ ದಿನಾಚರಣೆ ಆಚರಿಸಲಾಗುತ್ತಿದೆ. ಪ್ರತಿ ವರ್ಷ ಲಕ್ಷಾಂತರ ಟನ್ ಪ್ಲಾಸ್ಟಿಕ್ ತ್ಯಾಜ್ಯ ಉತ್ಪಾದನೆಯಾಗುತ್ತಿದ್ದು, ಇದು ಸಮುದ್ರ ಜೀವಿಗಳಿಗೂ ಅಪಾಯ ತಂದೊಡ್ಡುತ್ತಿದೆ. ಬಟ್ಟೆ ಚೀಲಗಳ ಬಳಕೆಗೆ ಆದ್ಯತೆ ನೀಡಬೇಕು. ಶಾಲಾ ಕಾಲೇಜುಗಳಲ್ಲಿ ವಿದ್ಯಾರ್ಥಿಗಳಿಗೆ ಪರಿಸರ ಸಂರಕ್ಷಣೆ ಕುರಿತು ಅರಿವು ಮೂಡಿಸಬೇಕು. ಪ್ರತಿಯೊಬ್ಬರೂ ಸಸಿಗಳನ್ನು ನೆಟ್ಟು ಪೋಷಿಸುವ ಮೂಲಕ ಹಸಿರು ಪರಿಸರ ನಿರ್ಮಾಣಕ್ಕೆ ಕೈಜೋಡಿಸಬೇಕು ಎಂದು ಕರೆ ನೀಡಿದರು. ಕಾರ್ಯಕ್ರಮದಲ್ಲಿ ವಿದ್ಯಾರ್ಥಿಗಳು ಹಾಗೂ ಸಾರ್ವಜನಿಕರು ಭಾಗವಹಿಸಿದ್ದರು. [1146, 685, 1523, 905]
body-text: ಸಮಾಜದಲ್ಲಿ ಬಾಲ ಕಾರ್ಮಿಕ ಪದ್ಧತಿ ನಿರ್ಮೂಲನೆ ಮಾಡಲು ಸಾರ್ವಜನಿಕರ ಸಹಕಾರ ಅತ್ಯಗತ್ಯವಾಗಿದೆ. ಪೋಷಕರು ತಮ್ಮ ಮಕ್ಕಳನ್ನು ದುಡಿಮೆಗೆ ಕಳುಹಿಸದೆ ಉತ್ತಮ ಶಿಕ್ಷಣ ಕೊಡಿಸಬೇಕು ಎಂದು ಜಿಲ್ಲಾ ನ್ಯಾಯಾಧೀಶರು ತಿಳಿಸಿದರು. ಜಿಲ್ಲಾಡಳಿತ, ಜಿಲ್ಲಾ ಪಂಚಾಯತ್, ಜಿಲ್ಲಾ ಕಾನೂನು ಸೇವಾ ಪ್ರಾಧಿಕಾರ ಹಾಗೂ ಕಾರ್ಮಿಕ ಇಲಾಖೆ ಸಹಯೋಗದಲ್ಲಿ ವಿಶ್ವ ಬಾಲಕಾರ್ಮಿಕ ವಿರೋಧಿ ದಿನಾಚರಣೆ-2025 ಕಾರ್ಯಕ್ರಮ ಆಯೋಜಿಸಲಾಗಿತ್ತು. ಬಾಲಕಾರ್ಮಿಕರು ಕಂಡುಬಂದರೆ ಮಕ್ಕಳ ಸಹಾಯವಾಣಿ 1098 ಗೆ ಕರೆ ಮಾಡಿ ಮಾಹಿತಿ ನೀಡಬೇಕು. ರಸ ಪ್ರಶ್ನೆ ಸ್ಪರ್ಧೆಯ ವಿಜೇತರಿಗೆ ಬಹುಮಾನ ವಿತರಿಸಲಾಯಿತು. [798, 1278, 1031, 1499]
